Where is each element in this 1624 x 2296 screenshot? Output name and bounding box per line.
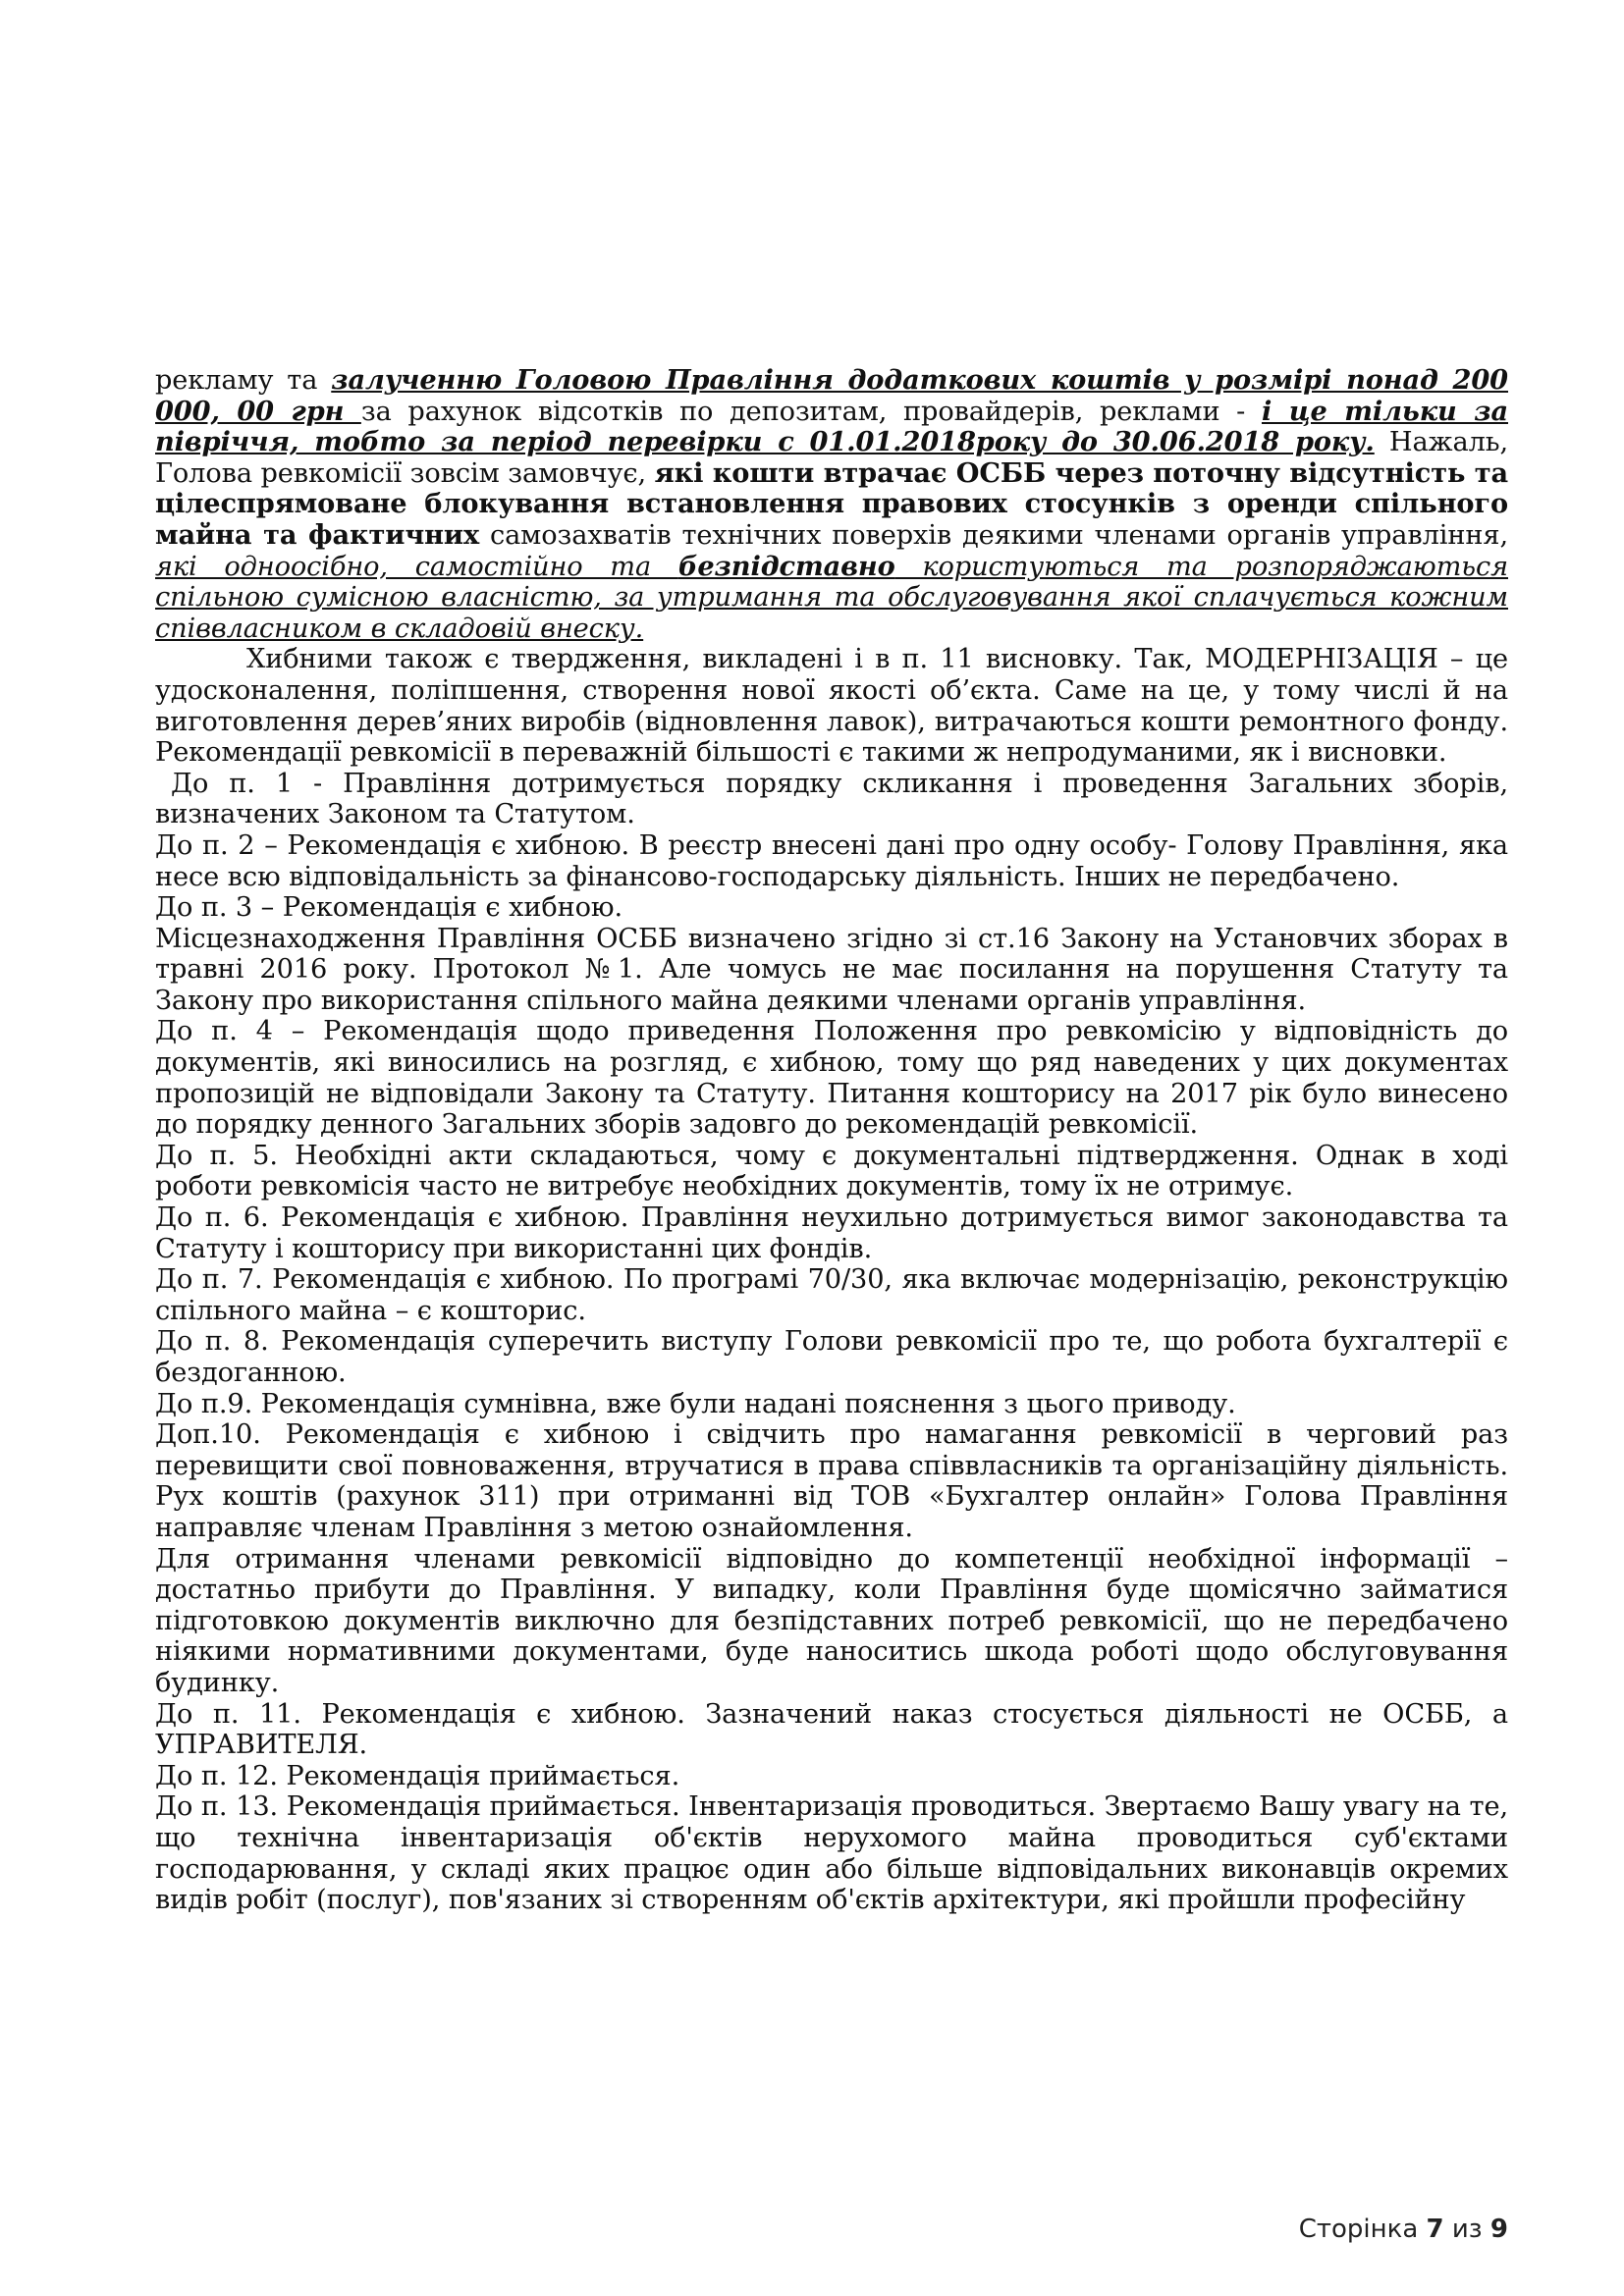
text-run: Нажаль, Голова ревкомісії зовсім замовчує, [155, 427, 1508, 489]
paragraph: До п. 5. Необхідні акти складаються, чому є документальні підтвердження. Однак в ході роботи ревкомісія часто не витребує необхідних документів, тому їх не отримує. [155, 1140, 1508, 1202]
paragraph: До п. 3 – Рекомендація є хибною. [155, 892, 623, 924]
emphasis-text: залученню Головою Правління додаткових коштів у розмірі понад 200 000, 00 грн [155, 364, 1509, 427]
paragraph: Хибними також є твердження, викладені і в п. 11 висновку. Так, МОДЕРНІЗАЦІЯ – це удосконалення, поліпшення, створення нової якості об’єкта. Саме на це, у тому числі й на виготовлення дерев’яних виробів (відновлення лавок), витрачаються кошти ремонтного фонду. Рекомендації ревкомісії в переважній більшості є такими ж непродуманими, як і висновки. [155, 644, 1508, 769]
paragraph: Місцезнаходження Правління ОСББ визначено згідно зі ст.16 Закону на Установчих зборах в травні 2016 року. Протокол №1. Але чомусь не має посилання на порушення Статуту та Закону про використання спільного майна деякими членами органів управління. [155, 923, 1508, 1016]
current-page-number: 7 [1426, 2215, 1444, 2244]
underlined-italic-text: які одноосібно, самостійно та [155, 551, 678, 582]
document-body [155, 365, 1508, 1916]
paragraph-continuation [155, 365, 1508, 644]
paragraph: До п. 13. Рекомендація приймається. Інвентаризація проводиться. Звертаємо Вашу увагу на те, що технічна інвентаризація об'єктів нерухомого майна проводиться суб'єктами господарювання, у складі яких працює один або більше відповідальних виконавців окремих видів робіт (послуг), пов'язаних зі створенням об'єктів архітектури, які пройшли професійну [155, 1791, 1508, 1916]
underlined-italic-text: користуються та розпоряджаються спільною сумісною власністю, за утримання та обслуговування якої сплачується кожним співвласником в складовій внеску. [155, 551, 1508, 644]
paragraph: До п. 2 – Рекомендація є хибною. В реєстр внесені дані про одну особу- Голову Правління, яка несе всю відповідальність за фінансово-господарську діяльність. Інших не передбачено. [155, 829, 1508, 892]
emphasis-text: безпідставно [677, 550, 895, 582]
text-run: самозахватів технічних поверхів деякими членами органів управління, [479, 519, 1508, 551]
page-separator: из [1443, 2215, 1490, 2244]
paragraph: До п. 12. Рекомендація приймається. [155, 1760, 680, 1791]
paragraph: До п. 6. Рекомендація є хибною. Правління неухильно дотримується вимог законодавства та Статуту і кошторису при використанні цих фондів. [155, 1202, 1508, 1264]
paragraph: Доп.10. Рекомендація є хибною і свідчить про намагання ревкомісії в черговий раз перевищити свої повноваження, втручатися в права співвласників та організаційну діяльність. Рух коштів (рахунок 311) при отриманні від ТОВ «Бухгалтер онлайн» Голова Правління направляє членам Правління з метою ознайомлення. [155, 1419, 1508, 1543]
paragraph: До п. 4 – Рекомендація щодо приведення Положення про ревкомісію у відповідність до документів, які виносились на розгляд, є хибною, тому що ряд наведених у цих документах пропозицій не відповідали Закону та Статуту. Питання кошторису на 2017 рік було винесено до порядку денного Загальних зборів задовго до рекомендацій ревкомісії. [155, 1016, 1508, 1141]
paragraph: До п. 11. Рекомендація є хибною. Зазначений наказ стосується діяльності не ОСББ, а УПРАВИТЕЛЯ. [155, 1698, 1508, 1761]
bold-text: які кошти втрачає ОСББ через поточну відсутність та цілеспрямоване блокування встановлення правових стосунків з оренди спільного майна та фактичних [155, 456, 1508, 551]
paragraph: До п.9. Рекомендація сумнівна, вже були надані пояснення з цього приводу. [155, 1388, 1236, 1419]
paragraph: До п. 8. Рекомендація суперечить виступу Голови ревкомісії про те, що робота бухгалтерії є бездоганною. [155, 1326, 1508, 1388]
text-run: за рахунок відсотків по депозитам, провайдерів, реклами - [360, 396, 1262, 427]
total-pages-number: 9 [1489, 2215, 1508, 2244]
page-label: Сторінка [1298, 2215, 1427, 2244]
page-number-footer [1299, 2215, 1508, 2244]
paragraph: До п. 7. Рекомендація є хибною. По програмі 70/30, яка включає модернізацію, реконструкцію спільного майна – є кошторис. [155, 1264, 1508, 1326]
paragraph: До п. 1 - Правління дотримується порядку скликання і проведення Загальних зборів, визначених Законом та Статутом. [155, 768, 1508, 830]
paragraph: Для отримання членами ревкомісії відповідно до компетенції необхідної інформації – достатньо прибути до Правління. У випадку, коли Правління буде щомісячно займатися підготовкою документів виключно для безпідставних потреб ревкомісії, що не передбачено ніякими нормативними документами, буде наноситись шкода роботі щодо обслуговування будинку. [155, 1543, 1508, 1698]
text-run: рекламу та [155, 365, 332, 396]
emphasis-text: і це тільки за півріччя, тобто за період перевірки с 01.01.2018року до 30.06.2018 року. [155, 395, 1508, 458]
